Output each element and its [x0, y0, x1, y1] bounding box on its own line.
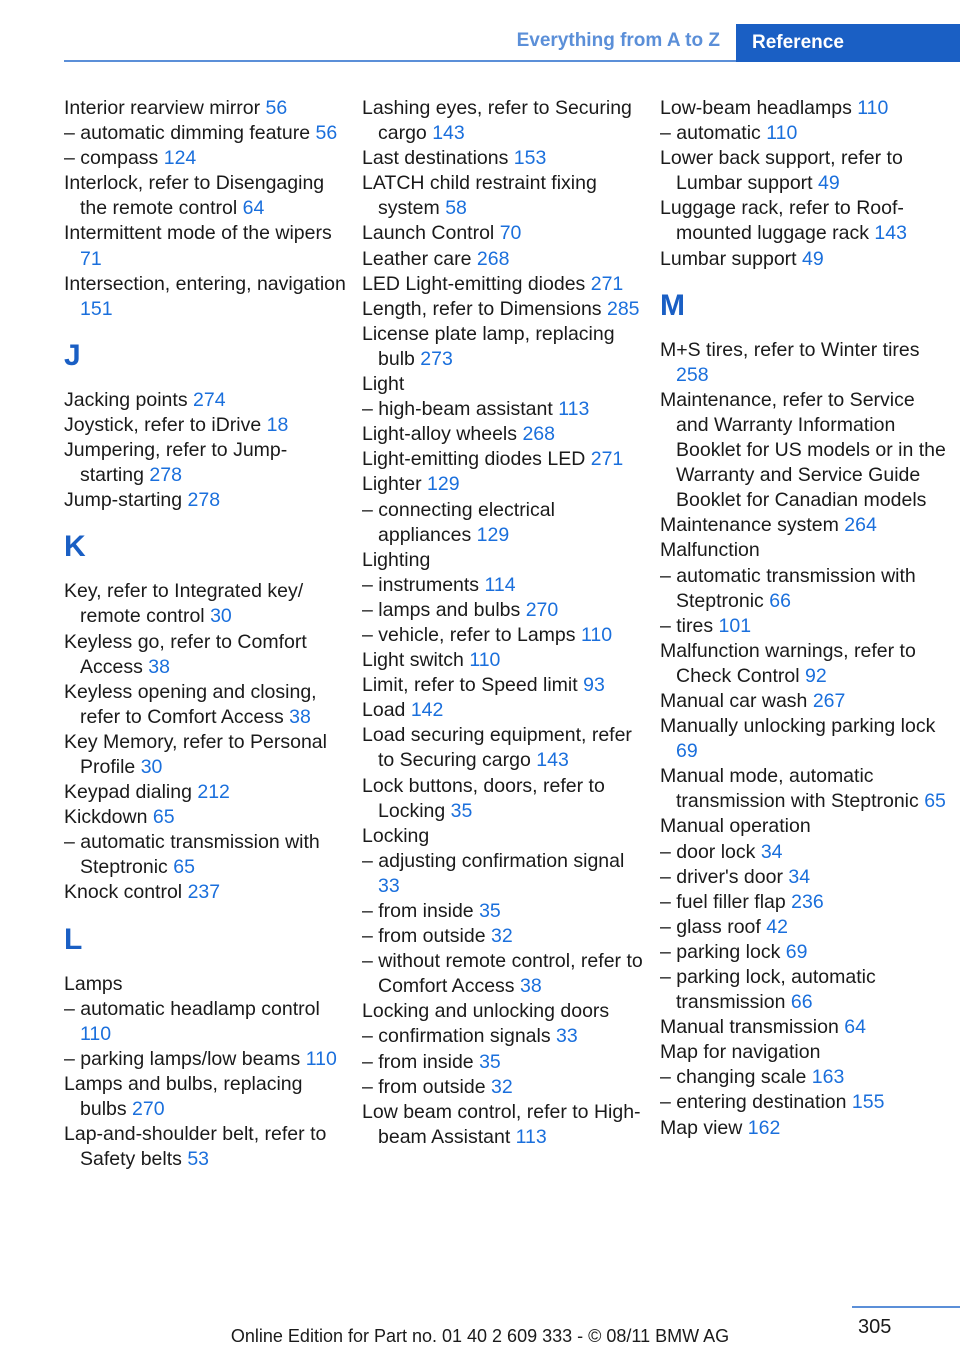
index-term: Low beam control, refer to High-beam Assistant [362, 1100, 641, 1148]
page-link[interactable]: 49 [802, 247, 824, 270]
page-link[interactable]: 56 [315, 122, 338, 145]
index-entry [362, 598, 648, 623]
index-term: Manually unlocking parking lock [660, 715, 936, 738]
index-term: – vehicle, refer to Lamps [362, 623, 576, 646]
index-entry [362, 472, 648, 497]
page-link[interactable]: 110 [469, 649, 501, 672]
index-term: Light [362, 373, 405, 396]
page-link[interactable]: 268 [522, 423, 555, 446]
index-entry [362, 397, 648, 422]
page-link[interactable]: 110 [857, 97, 889, 119]
index-term: – entering destination [660, 1091, 847, 1114]
index-entry [362, 1100, 648, 1150]
index-term: – fuel filler flap [660, 890, 786, 913]
index-entry [660, 96, 952, 121]
page-link[interactable]: 49 [818, 172, 840, 195]
index-term: Keypad dialing [64, 781, 192, 804]
index-entry [362, 1075, 648, 1100]
index-column-3 [660, 96, 952, 1141]
index-entry [660, 1116, 952, 1141]
page-link[interactable]: 70 [499, 222, 522, 245]
index-term: Manual operation [660, 815, 811, 838]
index-term: – instruments [362, 573, 480, 596]
page-link[interactable]: 124 [163, 147, 197, 170]
index-entry [362, 548, 648, 573]
index-term: Interior rearview mirror [64, 97, 261, 119]
index-term: Jacking points [64, 388, 188, 411]
index-term: Keyless opening and closing, refer to Comfort Access [64, 680, 317, 728]
page-link[interactable]: 236 [791, 890, 824, 913]
index-entry [64, 880, 350, 905]
index-entry [64, 680, 350, 730]
index-entry [64, 388, 350, 413]
index-entry [660, 513, 952, 538]
index-term: Maintenance, refer to Service and Warranty Information Booklet for US models or in the Warranty and Service Guide Booklet for Canadian models [660, 388, 946, 512]
page-link[interactable]: 64 [844, 1016, 866, 1039]
index-term: Manual transmission [660, 1016, 839, 1039]
page-link[interactable]: 30 [140, 755, 163, 778]
index-entry [362, 272, 648, 297]
index-entry [362, 96, 648, 146]
index-entry [362, 447, 648, 472]
index-term: – connecting electrical appliances [362, 498, 555, 546]
index-entry [660, 639, 952, 689]
index-entry [660, 247, 952, 272]
page-link[interactable]: 143 [432, 122, 465, 145]
index-entry [362, 623, 648, 648]
page-link[interactable]: 32 [490, 1075, 513, 1098]
page-link[interactable]: 113 [558, 398, 590, 421]
index-term: Joystick, refer to iDrive [64, 413, 262, 436]
page-link[interactable]: 258 [676, 363, 709, 386]
index-entry [362, 824, 648, 849]
index-entry [660, 1040, 952, 1065]
page-link[interactable]: 58 [445, 197, 467, 220]
index-entry [660, 890, 952, 915]
index-entry [660, 121, 952, 146]
chapter-tab: Reference [736, 24, 960, 62]
page-link[interactable]: 65 [924, 790, 946, 813]
index-entry [64, 121, 350, 146]
page-link[interactable]: 151 [80, 297, 113, 320]
page-link[interactable]: 65 [173, 856, 195, 879]
index-term: Lumbar support [660, 247, 797, 270]
page-link[interactable]: 38 [289, 705, 311, 728]
index-term: – parking lock, automatic transmission [660, 966, 876, 1014]
page-link[interactable]: 271 [590, 448, 624, 471]
index-term: Lower back support, refer to Lumbar support [660, 147, 903, 195]
index-entry [660, 915, 952, 940]
index-term: Intermittent mode of the wipers [64, 222, 332, 245]
page-link[interactable]: 153 [513, 147, 547, 170]
page-link[interactable]: 35 [479, 900, 501, 922]
page-link[interactable]: 34 [760, 840, 783, 863]
page-link[interactable]: 271 [590, 272, 624, 295]
index-term: LATCH child restraint fixing system [362, 172, 597, 220]
index-entry [362, 673, 648, 698]
page-link[interactable]: 113 [515, 1125, 547, 1148]
index-term: – from outside [362, 1075, 486, 1098]
index-column-1 [64, 96, 350, 1172]
page-link[interactable]: 33 [378, 874, 400, 897]
index-term: – automatic [660, 122, 761, 145]
header-rule [64, 60, 736, 62]
index-entry [64, 146, 350, 171]
page-link[interactable]: 270 [132, 1098, 165, 1120]
index-entry [362, 297, 648, 322]
index-term: Map view [660, 1116, 743, 1139]
running-header-section: Everything from A to Z [516, 30, 720, 51]
page-link[interactable]: 143 [874, 222, 907, 245]
index-term: – without remote control, refer to Comfort Access [362, 950, 643, 998]
index-term: M+S tires, refer to Winter tires [660, 338, 920, 361]
index-term: Leather care [362, 247, 472, 270]
page-link[interactable]: 212 [197, 781, 230, 804]
index-term: – glass roof [660, 915, 761, 938]
index-entry [64, 579, 350, 629]
index-term: Lap-and-shoulder belt, refer to Safety belts [64, 1123, 327, 1171]
index-entry [362, 774, 648, 824]
page-link[interactable]: 114 [484, 573, 516, 596]
index-term: LED Light-emitting diodes [362, 272, 586, 295]
index-entry [660, 1015, 952, 1040]
index-entry [660, 689, 952, 714]
index-term: Last destinations [362, 147, 509, 170]
page-link[interactable]: 270 [525, 598, 559, 621]
page-link[interactable]: 155 [851, 1091, 885, 1114]
page-link[interactable]: 65 [152, 806, 175, 829]
page-link[interactable]: 268 [476, 247, 510, 270]
index-term: – adjusting confirmation signal [362, 849, 625, 872]
index-entry [362, 949, 648, 999]
index-entry [64, 221, 350, 271]
index-term: Lashing eyes, refer to Securing cargo [362, 97, 632, 145]
index-term: Launch Control [362, 222, 495, 245]
index-term: Luggage rack, refer to Roof-mounted luggage rack [660, 197, 904, 245]
page-link[interactable]: 92 [804, 664, 827, 687]
index-term: – tires [660, 614, 714, 637]
index-entry [64, 1122, 350, 1172]
index-entry [64, 972, 350, 997]
page-link[interactable]: 53 [187, 1148, 210, 1171]
index-entry [660, 965, 952, 1015]
index-entry [660, 146, 952, 196]
page-link[interactable]: 32 [490, 925, 513, 948]
page-link[interactable]: 142 [410, 699, 444, 722]
index-term: – confirmation signals [362, 1025, 551, 1048]
page-link[interactable]: 56 [265, 97, 288, 119]
index-term: Keyless go, refer to Comfort Access [64, 630, 307, 678]
page-link[interactable]: 278 [149, 464, 182, 487]
index-term: Map for navigation [660, 1041, 821, 1064]
page-link[interactable]: 163 [811, 1066, 845, 1089]
index-entry [660, 196, 952, 246]
index-term: – parking lamps/low beams [64, 1047, 301, 1070]
index-entry [362, 247, 648, 272]
index-term: – changing scale [660, 1066, 807, 1089]
page-link[interactable]: 64 [242, 197, 265, 220]
index-entry [64, 630, 350, 680]
index-term: Lighting [362, 548, 431, 571]
page-link[interactable]: 42 [766, 915, 788, 938]
index-term: Light-emitting diodes LED [362, 448, 586, 471]
index-column-2 [362, 96, 648, 1150]
index-entry [64, 488, 350, 513]
index-term: Key, refer to Integrated key/ remote control [64, 580, 304, 628]
index-term: Light switch [362, 649, 464, 672]
index-entry [64, 171, 350, 221]
index-entry [362, 573, 648, 598]
page-link[interactable]: 33 [556, 1025, 578, 1048]
index-entry [362, 698, 648, 723]
page-link[interactable]: 38 [519, 975, 542, 998]
index-term: Malfunction [660, 539, 760, 562]
index-entry [64, 413, 350, 438]
page-link[interactable]: 38 [148, 655, 170, 678]
index-term: Interlock, refer to Disengaging the remote control [64, 172, 325, 220]
index-entry [362, 372, 648, 397]
section-letter: J [64, 338, 81, 372]
index-term: Low-beam headlamps [660, 97, 852, 119]
page-link[interactable]: 18 [266, 413, 289, 436]
index-term: Limit, refer to Speed limit [362, 674, 578, 697]
page-link[interactable]: 129 [427, 473, 460, 496]
index-entry [64, 830, 350, 880]
index-entry [362, 221, 648, 246]
index-entry [64, 272, 350, 322]
index-entry [64, 805, 350, 830]
index-term: – high-beam assistant [362, 398, 553, 421]
index-entry [362, 999, 648, 1024]
page-link[interactable]: 66 [790, 991, 813, 1014]
page-link[interactable]: 93 [583, 674, 605, 697]
index-entry [64, 730, 350, 780]
page-link[interactable]: 264 [844, 514, 877, 537]
page-link[interactable]: 71 [80, 247, 102, 270]
page-link[interactable]: 110 [305, 1047, 337, 1070]
section-letter: M [660, 288, 685, 322]
page-link[interactable]: 101 [718, 614, 752, 637]
index-entry [660, 940, 952, 965]
page-link[interactable]: 110 [80, 1022, 112, 1045]
index-entry [660, 814, 952, 839]
index-term: Kickdown [64, 806, 148, 829]
index-term: – from outside [362, 925, 486, 948]
index-entry [660, 538, 952, 563]
index-entry [660, 388, 952, 513]
index-entry [362, 899, 648, 924]
index-term: Jump-starting [64, 489, 183, 512]
index-entry [362, 498, 648, 548]
index-term: – parking lock [660, 940, 781, 963]
edition-footer: Online Edition for Part no. 01 40 2 609 333 - © 08/11 BMW AG [230, 1326, 730, 1346]
index-term: Lock buttons, doors, refer to Locking [362, 774, 605, 822]
index-entry [362, 723, 648, 773]
index-entry [362, 322, 648, 372]
index-entry [660, 1065, 952, 1090]
index-entry [362, 422, 648, 447]
index-term: Key Memory, refer to Personal Profile [64, 730, 327, 778]
section-letter: L [64, 922, 83, 956]
index-term: Load [362, 699, 406, 722]
index-term: Light-alloy wheels [362, 423, 518, 446]
page-link[interactable]: 143 [536, 749, 569, 772]
index-term: Lamps and bulbs, replacing bulbs [64, 1072, 303, 1120]
index-term: Intersection, entering, navigation [64, 272, 346, 295]
page-link[interactable]: 30 [210, 605, 232, 628]
index-entry [362, 171, 648, 221]
index-term: Lamps [64, 972, 123, 995]
index-term: Length, refer to Dimensions [362, 297, 602, 320]
index-term: – lamps and bulbs [362, 598, 521, 621]
index-entry [362, 924, 648, 949]
index-entry [64, 96, 350, 121]
index-entry [660, 564, 952, 614]
index-term: Maintenance system [660, 514, 839, 537]
page-link[interactable]: 69 [785, 940, 808, 963]
index-term: – compass [64, 147, 159, 170]
page-link[interactable]: 274 [193, 388, 226, 411]
index-term: Knock control [64, 881, 183, 904]
index-entry [660, 764, 952, 814]
page-link[interactable]: 66 [769, 589, 791, 612]
index-entry [362, 849, 648, 899]
index-term: Malfunction warnings, refer to Check Control [660, 639, 916, 687]
index-term: – driver's door [660, 865, 783, 888]
index-term: Lighter [362, 473, 422, 496]
page-link[interactable]: 129 [476, 523, 510, 546]
page-link[interactable]: 35 [479, 1050, 501, 1073]
index-entry [362, 146, 648, 171]
index-term: – automatic dimming feature [64, 122, 311, 145]
index-term: Locking and unlocking doors [362, 1000, 610, 1023]
index-entry [64, 1047, 350, 1072]
page-link[interactable]: 110 [766, 122, 798, 145]
index-term: Locking [362, 824, 430, 847]
footer-rule [852, 1306, 960, 1308]
page-link[interactable]: 162 [747, 1116, 781, 1139]
index-entry [64, 997, 350, 1047]
page-link[interactable]: 69 [676, 740, 698, 763]
index-term: Manual mode, automatic transmission with Steptronic [660, 765, 919, 813]
page-link[interactable]: 285 [606, 297, 640, 320]
index-entry [64, 438, 350, 488]
index-entry [362, 1024, 648, 1049]
index-entry [660, 614, 952, 639]
page-link[interactable]: 278 [187, 489, 221, 512]
index-term: Jumpering, refer to Jump-starting [64, 439, 288, 487]
index-term: Load securing equipment, refer to Securing cargo [362, 724, 632, 772]
index-entry [660, 1090, 952, 1115]
index-entry [64, 1072, 350, 1122]
page-link[interactable]: 237 [187, 881, 221, 904]
index-entry [660, 714, 952, 764]
index-term: – automatic transmission with Steptronic [64, 831, 320, 879]
index-term: License plate lamp, replacing bulb [362, 322, 615, 370]
page-link[interactable]: 273 [420, 347, 453, 370]
index-term: – from inside [362, 900, 474, 922]
index-entry [362, 648, 648, 673]
index-term: Manual car wash [660, 689, 808, 712]
page-link[interactable]: 110 [580, 623, 613, 646]
index-term: – automatic transmission with Steptronic [660, 564, 916, 612]
page-link[interactable]: 35 [450, 799, 473, 822]
section-letter: K [64, 530, 86, 564]
index-entry [64, 780, 350, 805]
index-term: – door lock [660, 840, 756, 863]
page-link[interactable]: 34 [788, 865, 811, 888]
index-entry [362, 1050, 648, 1075]
index-term: – from inside [362, 1050, 474, 1073]
index-entry [660, 338, 952, 388]
page-link[interactable]: 267 [812, 689, 846, 712]
index-term: – automatic headlamp control [64, 997, 320, 1020]
index-entry [660, 840, 952, 865]
index-entry [660, 865, 952, 890]
page-number: 305 [858, 1316, 892, 1338]
